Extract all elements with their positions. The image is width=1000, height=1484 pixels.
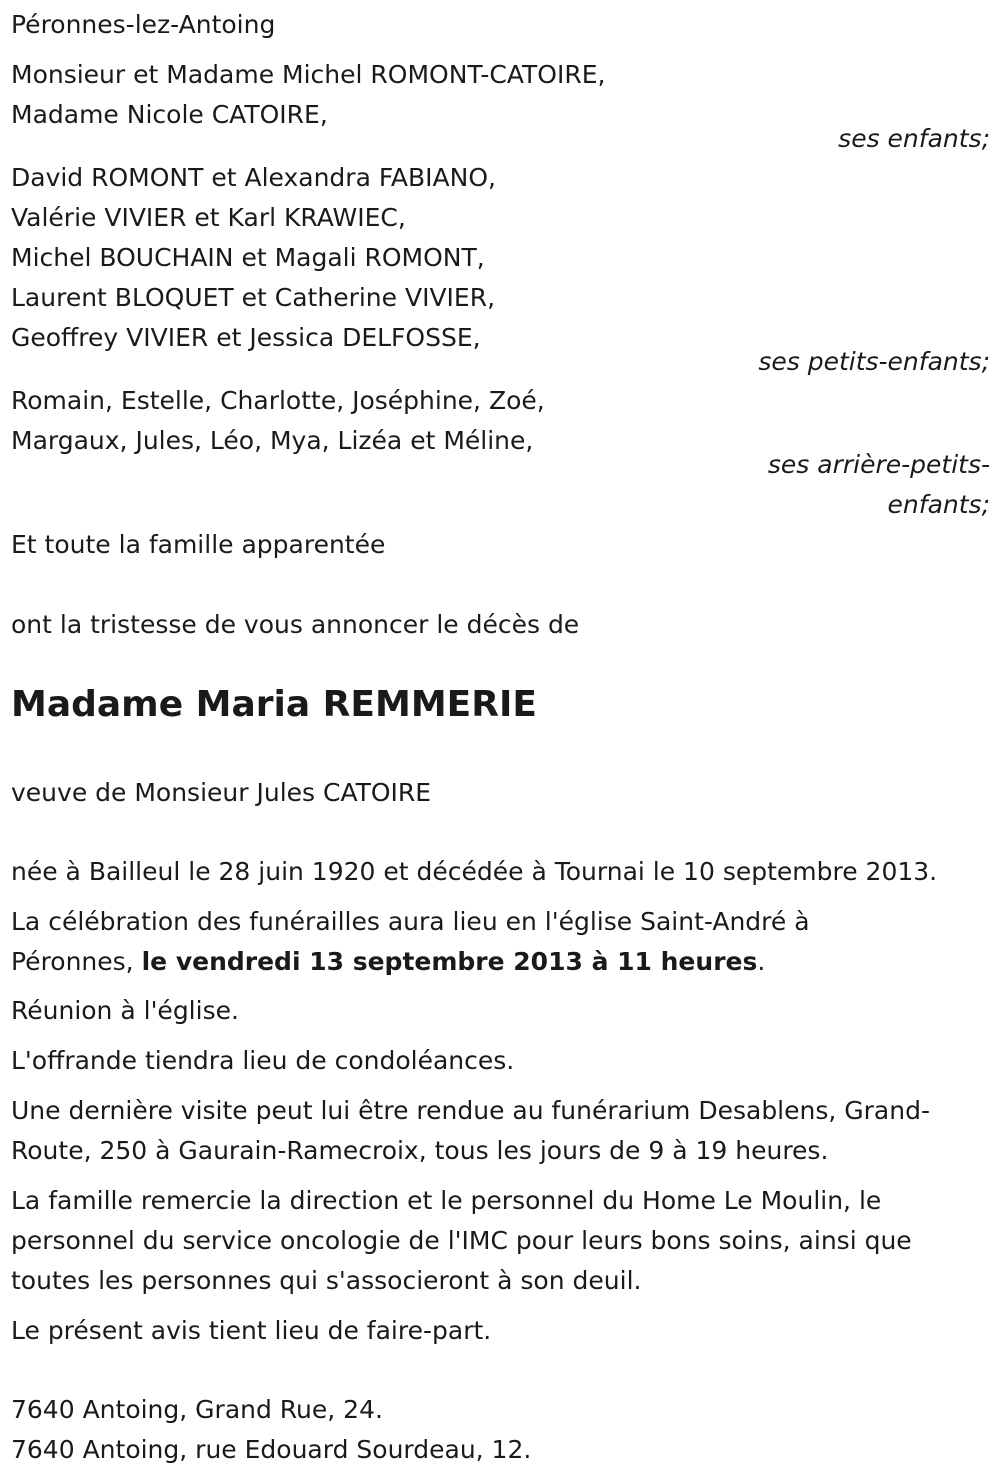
offering: L'offrande tiendra lieu de condoléances. — [11, 1046, 515, 1075]
ceremony-date: le vendredi 13 septembre 2013 à 11 heures — [141, 947, 758, 976]
thanks-line: toutes les personnes qui s'associeront à son deuil. — [11, 1266, 642, 1295]
announcement: ont la tristesse de vous annoncer le décès de — [11, 610, 580, 639]
ceremony-suffix: . — [757, 947, 766, 976]
great-grandchildren-name: Romain, Estelle, Charlotte, Joséphine, Zoé, — [11, 386, 545, 415]
grandchildren-name: Laurent BLOQUET et Catherine VIVIER, — [11, 283, 496, 312]
visit-line: Une dernière visite peut lui être rendue au funérarium Desablens, Grand- — [11, 1096, 930, 1125]
grandchildren-name: Valérie VIVIER et Karl KRAWIEC, — [11, 203, 406, 232]
grandchildren-label: ses petits-enfants; — [758, 347, 990, 376]
thanks-line: La famille remercie la direction et le personnel du Home Le Moulin, le — [11, 1186, 882, 1215]
family-line: Et toute la famille apparentée — [11, 530, 386, 559]
location: Péronnes-lez-Antoing — [11, 10, 276, 39]
address: 7640 Antoing, rue Edouard Sourdeau, 12. — [11, 1435, 532, 1464]
great-grandchildren-name: Margaux, Jules, Léo, Mya, Lizéa et Méline, — [11, 426, 534, 455]
ceremony-line: La célébration des funérailles aura lieu en l'église Saint-André à — [11, 907, 810, 936]
ceremony-prefix: Péronnes, — [11, 947, 142, 976]
deceased-name: Madame Maria REMMERIE — [11, 684, 537, 725]
notice: Le présent avis tient lieu de faire-part. — [11, 1316, 492, 1345]
grandchildren-name: David ROMONT et Alexandra FABIANO, — [11, 163, 496, 192]
grandchildren-name: Michel BOUCHAIN et Magali ROMONT, — [11, 243, 485, 272]
children-name: Monsieur et Madame Michel ROMONT-CATOIRE, — [11, 60, 606, 89]
children-name: Madame Nicole CATOIRE, — [11, 100, 328, 129]
meeting: Réunion à l'église. — [11, 996, 239, 1025]
visit-line: Route, 250 à Gaurain-Ramecroix, tous les jours de 9 à 19 heures. — [11, 1136, 829, 1165]
widow-of: veuve de Monsieur Jules CATOIRE — [11, 778, 432, 807]
great-grandchildren-label: ses arrière-petits- — [767, 450, 990, 479]
thanks-line: personnel du service oncologie de l'IMC pour leurs bons soins, ainsi que — [11, 1226, 912, 1255]
great-grandchildren-label: enfants; — [887, 490, 990, 519]
address: 7640 Antoing, Grand Rue, 24. — [11, 1395, 383, 1424]
birth-death: née à Bailleul le 28 juin 1920 et décédée à Tournai le 10 septembre 2013. — [11, 857, 938, 886]
children-label: ses enfants; — [838, 124, 990, 153]
ceremony-line — [11, 949, 765, 974]
grandchildren-name: Geoffrey VIVIER et Jessica DELFOSSE, — [11, 323, 481, 352]
